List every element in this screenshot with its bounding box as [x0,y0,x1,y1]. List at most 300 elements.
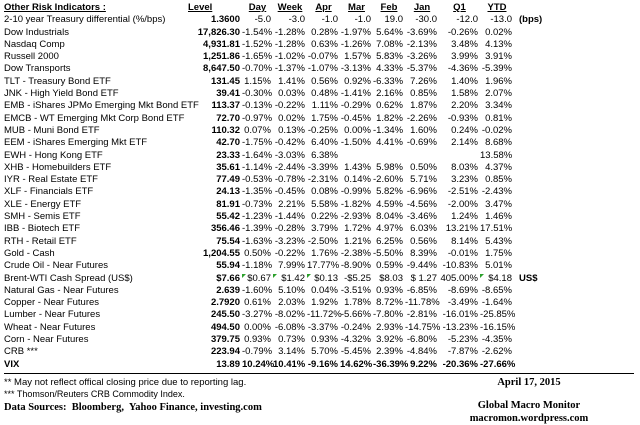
column-header-mar [340,2,373,14]
cell-comment-flag-icon [307,274,311,278]
brand-url[interactable]: macromon.wordpress.com [469,412,589,424]
cell-q1: -12.0 [456,14,478,26]
cell-day: -1.14% [242,161,273,173]
cell-day: 1.15% [244,75,271,87]
cell-q1: -0.26% [447,26,478,38]
cell-q1: -5.23% [447,334,478,346]
cell-day: -1.35% [242,186,273,198]
cell-ytd: 17.51% [480,223,513,235]
cell-mar: 1.72% [344,223,371,235]
cell-feb: 4.33% [376,63,403,75]
cell-jan: -0.69% [406,137,437,149]
cell-jan: 1.87% [410,100,437,112]
cell-week: 10.41% [273,358,306,370]
cell-q1: 405.00% [440,272,478,284]
table-row [4,334,554,346]
column-header-ytd [480,2,514,14]
cell-day: -0.97% [242,112,273,124]
cell-jan: -2.26% [406,112,437,124]
row-label: Brent-WTI Cash Spread (US$) [4,272,133,284]
row-label: XLE - Energy ETF [4,198,82,210]
table-row [4,51,554,63]
cell-feb: 4.41% [376,137,403,149]
row-label: XHB - Homebuilders ETF [4,161,112,173]
cell-ytd: 5.43% [485,235,512,247]
footnote-reporting-lag: ** May not reflect offical closing price due to reporting lag. [4,376,247,388]
row-unit [514,297,554,309]
cell-day: -1.75% [242,137,273,149]
cell-jan: -6.85% [406,284,437,296]
cell-week: -8.02% [274,309,305,321]
row-label: XLF - Financials ETF [4,186,94,198]
cell-mar: -0.99% [340,186,371,198]
cell-jan [405,150,439,162]
cell-mar: -2.38% [340,247,371,259]
row-label: MUB - Muni Bond ETF [4,124,100,136]
cell-jan: 1.60% [410,124,437,136]
cell-apr: 0.22% [311,211,338,223]
cell-apr: 0.63% [311,38,338,50]
column-header-unit [514,2,554,14]
table-row [4,236,554,248]
cell-day: $0.67 [242,273,273,285]
row-label: EWH - Hong Kong ETF [4,149,103,161]
cell-ytd: 4.37% [485,161,512,173]
cell-apr: 0.08% [311,186,338,198]
cell-ytd: 0.81% [485,112,512,124]
cell-ytd: $4.18 [480,273,514,285]
cell-feb: 19.0 [384,14,403,26]
cell-mar: 0.92% [344,75,371,87]
report-date: April 17, 2015 [497,376,561,388]
cell-q1: -8.69% [447,284,478,296]
row-label: JNK - High Yield Bond ETF [4,88,119,100]
cell-day: -1.63% [242,235,273,247]
cell-day: -1.64% [242,149,273,161]
row-label: Natural Gas - Near Futures [4,284,119,296]
cell-apr: -0.07% [307,51,338,63]
cell-apr: -3.37% [307,321,338,333]
cell-apr: 1.11% [311,100,338,112]
cell-feb: 2.39% [376,346,403,358]
cell-feb: -7.80% [373,309,404,321]
cell-day: -0.53% [242,174,273,186]
cell-feb: -2.60% [373,174,404,186]
column-header-jan [405,2,439,14]
table-row [4,76,554,88]
column-header-label: Level [188,2,213,13]
cell-week: -3.0 [288,14,305,26]
cell-day: -0.79% [242,346,273,358]
cell-jan: 5.71% [410,174,437,186]
footer-right [434,377,624,425]
cell-jan: 9.22% [410,358,437,370]
cell-mar: -5.66% [340,309,371,321]
row-label: Dow Transports [4,63,71,75]
cell-comment-flag-icon [273,274,277,278]
cell-ytd: -1.64% [481,297,512,309]
row-unit [514,334,554,346]
cell-level: 113.37 [211,100,240,112]
cell-level: 494.50 [210,321,240,333]
cell-feb: 5.83% [376,51,403,63]
cell-week: -0.78% [274,174,305,186]
cell-q1: -2.00% [447,198,478,210]
cell-week: -2.44% [274,161,305,173]
cell-mar: 0.00% [344,124,371,136]
table-row [4,14,554,26]
table-row [4,162,554,174]
cell-week: -3.23% [274,235,305,247]
cell-q1: 3.99% [451,51,478,63]
cell-mar: -0.29% [340,100,371,112]
row-unit [514,137,554,149]
cell-level: 245.50 [210,309,240,321]
column-header-label: YTD [487,2,507,13]
cell-day: -0.70% [242,63,273,75]
footer [4,377,640,425]
row-label: Corn - Near Futures [4,334,89,346]
cell-mar: -1.82% [340,198,371,210]
row-unit [514,186,554,198]
cell-q1: 13.21% [445,223,478,235]
cell-week: -1.02% [274,51,305,63]
cell-apr: 6.38% [311,149,338,161]
cell-mar: -0.45% [340,112,371,124]
cell-level: 72.70 [216,112,240,124]
cell-week: -0.42% [274,137,305,149]
cell-apr: -3.39% [307,161,338,173]
cell-ytd: -4.35% [481,334,512,346]
divider [4,373,634,374]
cell-week: -3.03% [274,149,305,161]
cell-jan: -5.37% [406,63,437,75]
cell-day: -0.13% [242,100,273,112]
cell-q1: -10.83% [442,260,478,272]
cell-mar: -1.97% [340,26,371,38]
cell-jan: 0.50% [410,161,437,173]
cell-feb: 8.72% [376,297,403,309]
table-row [4,100,554,112]
cell-level: 1,251.86 [203,51,240,63]
cell-jan: $ 1.27 [410,272,437,284]
cell-q1: 2.14% [451,137,478,149]
cell-apr: 6.40% [311,137,338,149]
cell-apr: 1.75% [311,112,338,124]
cell-day: -1.23% [242,211,273,223]
table-row [4,248,554,260]
cell-q1: -3.49% [447,297,478,309]
cell-feb: $8.03 [379,272,403,284]
cell-ytd: -5.39% [481,63,512,75]
cell-level: 23.33 [216,149,240,161]
column-header-level [186,2,242,14]
cell-mar: 14.62% [340,358,373,370]
footnote-crb-index: *** Thomson/Reuters CRB Commodity Index. [4,389,185,400]
cell-jan: 7.26% [410,75,437,87]
cell-feb: 0.62% [376,100,403,112]
cell-jan: -9.44% [406,260,437,272]
row-unit [514,88,554,100]
row-label: 2-10 year Treasury differential (%/bps) [4,14,166,26]
row-label: Copper - Near Futures [4,297,100,309]
cell-jan: -30.0 [415,14,437,26]
cell-mar: 1.21% [344,235,371,247]
cell-day: -1.52% [242,38,273,50]
cell-mar: -1.50% [340,137,371,149]
cell-day: -5.0 [254,14,271,26]
table-row [4,39,554,51]
cell-mar: -5.45% [340,346,371,358]
cell-feb: 5.64% [376,26,403,38]
cell-jan: -4.84% [406,346,437,358]
cell-jan: 8.39% [410,247,437,259]
cell-apr: 1.76% [311,247,338,259]
table-row [4,199,554,211]
cell-day: -1.65% [242,51,273,63]
cell-jan: -2.13% [406,38,437,50]
cell-week: 2.03% [278,297,305,309]
cell-mar: -3.51% [340,284,371,296]
table-row [4,346,554,358]
table-row [4,273,554,285]
cell-jan: 0.56% [410,235,437,247]
row-unit [514,199,554,211]
cell-day: -0.73% [242,198,273,210]
cell-level: 1.3600 [210,14,240,26]
cell-apr: 17.77% [307,260,340,272]
row-unit [514,211,554,223]
brand-name: Global Macro Monitor [477,399,581,411]
cell-feb: -1.34% [373,124,404,136]
cell-ytd: 4.13% [485,38,512,50]
cell-level: 223.94 [210,346,240,358]
column-header-label: Feb [380,2,398,13]
row-label: RTH - Retail ETF [4,235,77,247]
cell-level: 35.61 [216,161,240,173]
cell-day: -3.27% [242,309,273,321]
cell-q1: -0.93% [447,112,478,124]
cell-mar: -8.90% [340,260,371,272]
column-header-label: Week [277,2,303,13]
cell-day: -1.54% [242,26,273,38]
cell-q1 [439,150,480,162]
cell-q1: -0.01% [447,247,478,259]
cell-jan: 0.85% [410,88,437,100]
cell-level: 17,826.30 [197,26,240,38]
cell-feb: 4.97% [376,223,403,235]
cell-level: 110.32 [211,124,240,136]
cell-jan: -3.46% [406,211,437,223]
column-header-label: Apr [315,2,332,13]
row-label: Russell 2000 [4,51,59,63]
cell-ytd: -13.0 [490,14,512,26]
cell-q1: 0.24% [451,124,478,136]
cell-week: 5.10% [278,284,305,296]
cell-ytd: -27.66% [480,358,516,370]
row-label: Nasdaq Comp [4,38,65,50]
cell-q1: 3.23% [451,174,478,186]
row-unit [514,63,554,75]
cell-jan: -6.96% [406,186,437,198]
cell-day: -1.39% [242,223,273,235]
row-label: SMH - Semis ETF [4,211,81,223]
cell-week: $1.42 [273,273,307,285]
cell-day: -1.60% [242,284,273,296]
table-row [4,297,554,309]
cell-level: 8,647.50 [203,63,240,75]
cell-mar: -2.93% [340,211,371,223]
cell-jan: -3.26% [406,51,437,63]
table-title-text: Other Risk Indicators : [4,2,106,13]
cell-day: 0.00% [244,321,271,333]
cell-level: 131.45 [210,75,240,87]
cell-apr: 5.70% [311,346,338,358]
cell-jan: -4.56% [406,198,437,210]
cell-ytd: -0.02% [481,124,512,136]
cell-week: -1.28% [274,26,305,38]
cell-feb: 2.93% [376,321,403,333]
cell-feb: 0.93% [376,284,403,296]
table-row [4,63,554,75]
row-label: Crude Oil - Near Futures [4,260,109,272]
row-unit [514,346,554,358]
cell-week: 3.14% [278,346,305,358]
row-unit [514,162,554,174]
row-label: Dow Industrials [4,26,69,38]
cell-q1: 1.40% [451,75,478,87]
cell-ytd: 8.68% [485,137,512,149]
cell-q1: -20.36% [442,358,478,370]
table-row [4,359,554,371]
table-row [4,125,554,137]
cell-level: 379.75 [210,334,240,346]
cell-ytd: -25.85% [480,309,516,321]
row-unit [514,100,554,112]
cell-apr: -11.72% [307,309,342,321]
cell-level: 356.46 [210,223,240,235]
cell-ytd: 5.01% [485,260,512,272]
table-row [4,309,554,321]
cell-feb: 5.82% [376,186,403,198]
cell-comment-flag-icon [480,274,484,278]
cell-level: 2.7920 [210,297,240,309]
table-row [4,322,554,334]
cell-apr: -0.25% [307,124,338,136]
cell-apr: 3.79% [311,223,338,235]
cell-apr: 0.48% [311,88,338,100]
cell-level: 4,931.81 [203,38,240,50]
cell-day: 0.93% [244,334,271,346]
cell-comment-flag-icon [242,274,246,278]
footnotes [4,377,434,414]
cell-q1: -16.01% [442,309,478,321]
table-row [4,186,554,198]
cell-level: 42.70 [216,137,240,149]
row-unit [514,322,554,334]
cell-week: 2.21% [278,198,305,210]
cell-feb: 3.92% [376,334,403,346]
cell-mar: 1.78% [344,297,371,309]
cell-level: 1,204.55 [203,247,240,259]
cell-feb: -5.50% [373,247,404,259]
cell-week: -1.37% [274,63,305,75]
table-row [4,27,554,39]
cell-ytd: -2.43% [481,186,512,198]
cell-week: -6.08% [274,321,305,333]
cell-week: 1.41% [278,75,305,87]
column-header-feb [373,2,405,14]
cell-week: -0.22% [274,100,305,112]
cell-mar: -$5.25 [344,272,371,284]
cell-q1: 2.20% [451,100,478,112]
cell-feb: -6.33% [373,75,404,87]
row-label: IBB - Biotech ETF [4,223,81,235]
column-header-label: Mar [348,2,365,13]
cell-feb: 6.25% [376,235,403,247]
cell-week: 0.02% [278,112,305,124]
cell-ytd: 1.96% [485,75,512,87]
column-header-label: Q1 [453,2,466,13]
cell-mar: 1.43% [344,161,371,173]
row-unit [514,260,554,272]
column-header-day [242,2,273,14]
row-unit [514,51,554,63]
table-row [4,285,554,297]
cell-week: -0.22% [274,247,305,259]
cell-jan: -11.78% [405,297,440,309]
cell-level: 24.13 [216,186,240,198]
cell-jan: -3.69% [406,26,437,38]
row-unit [514,125,554,137]
row-unit [514,113,554,125]
cell-mar: -1.41% [340,88,371,100]
row-unit [514,359,554,371]
column-header-label: Jan [413,2,431,13]
row-unit [514,285,554,297]
cell-ytd: 2.07% [485,88,512,100]
cell-mar: -1.0 [354,14,371,26]
cell-q1: -2.51% [447,186,478,198]
cell-mar: -1.26% [340,38,371,50]
row-label: Lumber - Near Futures [4,309,101,321]
cell-week: -1.44% [274,211,305,223]
cell-q1: 3.48% [451,38,478,50]
row-unit [514,27,554,39]
cell-apr: -1.07% [307,63,338,75]
cell-ytd: -16.15% [480,321,516,333]
cell-apr: 0.56% [311,75,338,87]
row-unit [514,76,554,88]
cell-q1: -13.23% [442,321,478,333]
cell-ytd: 1.75% [485,247,512,259]
cell-q1: -4.36% [447,63,478,75]
cell-feb: 4.59% [376,198,403,210]
column-header-q1 [439,2,480,14]
table-row [4,211,554,223]
cell-ytd: 3.91% [485,51,512,63]
cell-day: 0.61% [244,297,271,309]
cell-week: 7.99% [278,260,305,272]
cell-jan: -6.80% [406,334,437,346]
cell-level: 39.41 [216,88,240,100]
row-label: EMB - iShares JPMo Emerging Mkt Bond ETF [4,100,199,112]
cell-jan: 6.03% [410,223,437,235]
table-row [4,223,554,235]
column-header-apr [307,2,340,14]
table-row [4,174,554,186]
cell-day: 0.50% [244,247,271,259]
